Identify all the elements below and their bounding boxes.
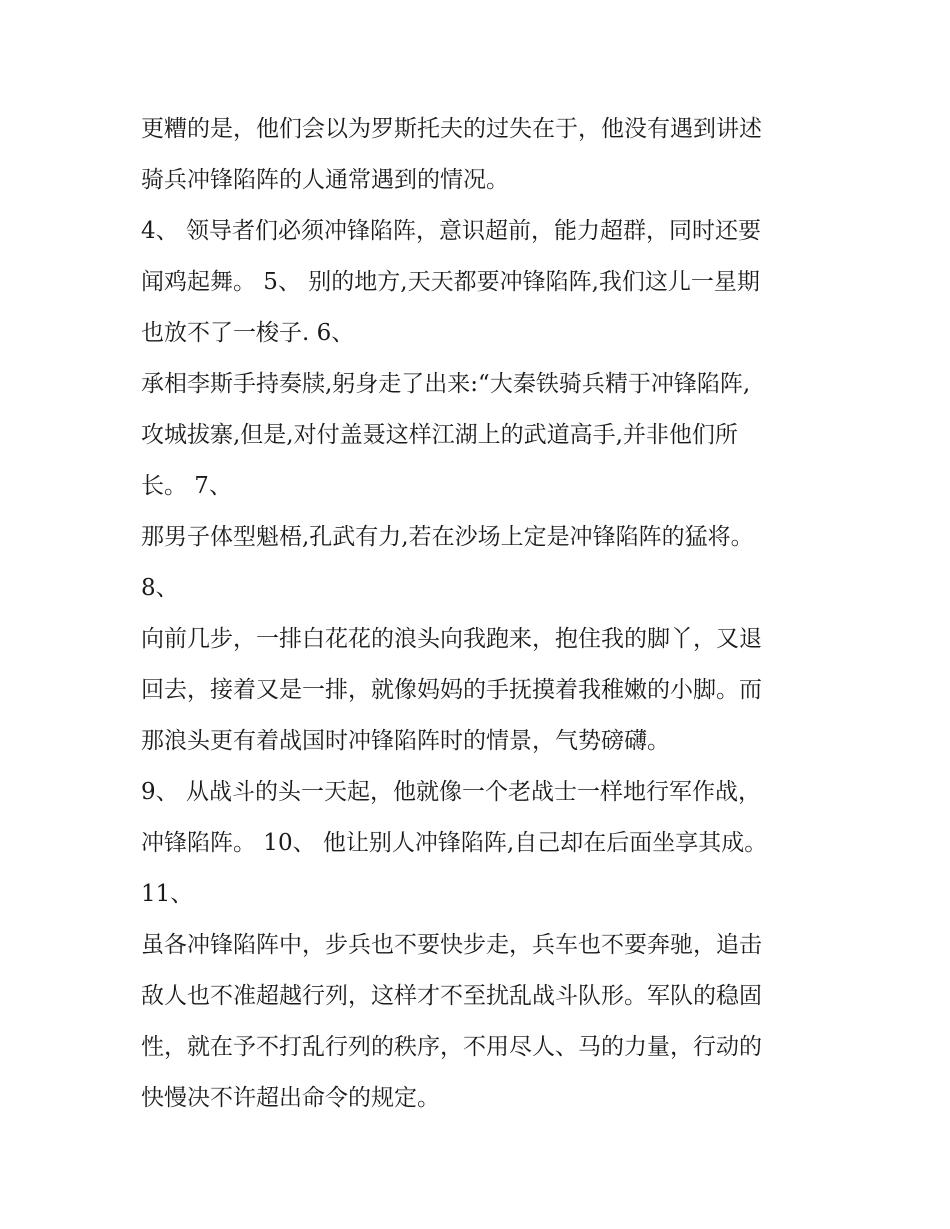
text-line: 虽各冲锋陷阵中，步兵也不要快步走，兵车也不要奔驰，追击 bbox=[141, 932, 762, 958]
text-line: 4、 领导者们必须冲锋陷阵，意识超前，能力超群，同时还要 bbox=[141, 218, 761, 244]
text-line: 攻城拔寨,但是,对付盖聂这样江湖上的武道高手,并非他们所 bbox=[141, 422, 738, 448]
text-line: 敌人也不准超越行列，这样才不至扰乱战斗队形。军队的稳固 bbox=[141, 983, 762, 1009]
text-line: 也放不了一梭子. 6、 bbox=[141, 320, 355, 346]
text-line: 冲锋陷阵。 10、 他让别人冲锋陷阵,自己却在后面坐享其成。 bbox=[141, 830, 768, 856]
text-line: 那男子体型魁梧,孔武有力,若在沙场上定是冲锋陷阵的猛将。 bbox=[141, 524, 754, 550]
text-line: 回去，接着又是一排，就像妈妈的手抚摸着我稚嫩的小脚。而 bbox=[141, 677, 762, 703]
body-text bbox=[141, 104, 821, 1124]
text-line: 长。 7、 bbox=[141, 473, 232, 499]
text-line: 9、 从战斗的头一天起，他就像一个老战士一样地行军作战， bbox=[141, 779, 761, 805]
text-line: 承相李斯手持奏牍,躬身走了出来:“大秦铁骑兵精于冲锋陷阵, bbox=[141, 371, 751, 397]
text-line: 性，就在予不打乱行列的秩序，不用尽人、马的力量，行动的 bbox=[141, 1034, 762, 1060]
text-line: 11、 bbox=[141, 881, 194, 907]
text-line: 那浪头更有着战国时冲锋陷阵时的情景，气势磅礴。 bbox=[141, 728, 670, 754]
text-line: 骑兵冲锋陷阵的人通常遇到的情况。 bbox=[141, 167, 509, 193]
text-line: 闻鸡起舞。 5、 别的地方,天天都要冲锋陷阵,我们这儿一星期 bbox=[141, 269, 760, 295]
text-line: 快慢决不许超出命令的规定。 bbox=[141, 1085, 440, 1111]
text-line: 更糟的是，他们会以为罗斯托夫的过失在于，他没有遇到讲述 bbox=[141, 116, 762, 142]
text-line: 8、 bbox=[141, 575, 179, 601]
text-line: 向前几步，一排白花花的浪头向我跑来，抱住我的脚丫，又退 bbox=[141, 626, 762, 652]
